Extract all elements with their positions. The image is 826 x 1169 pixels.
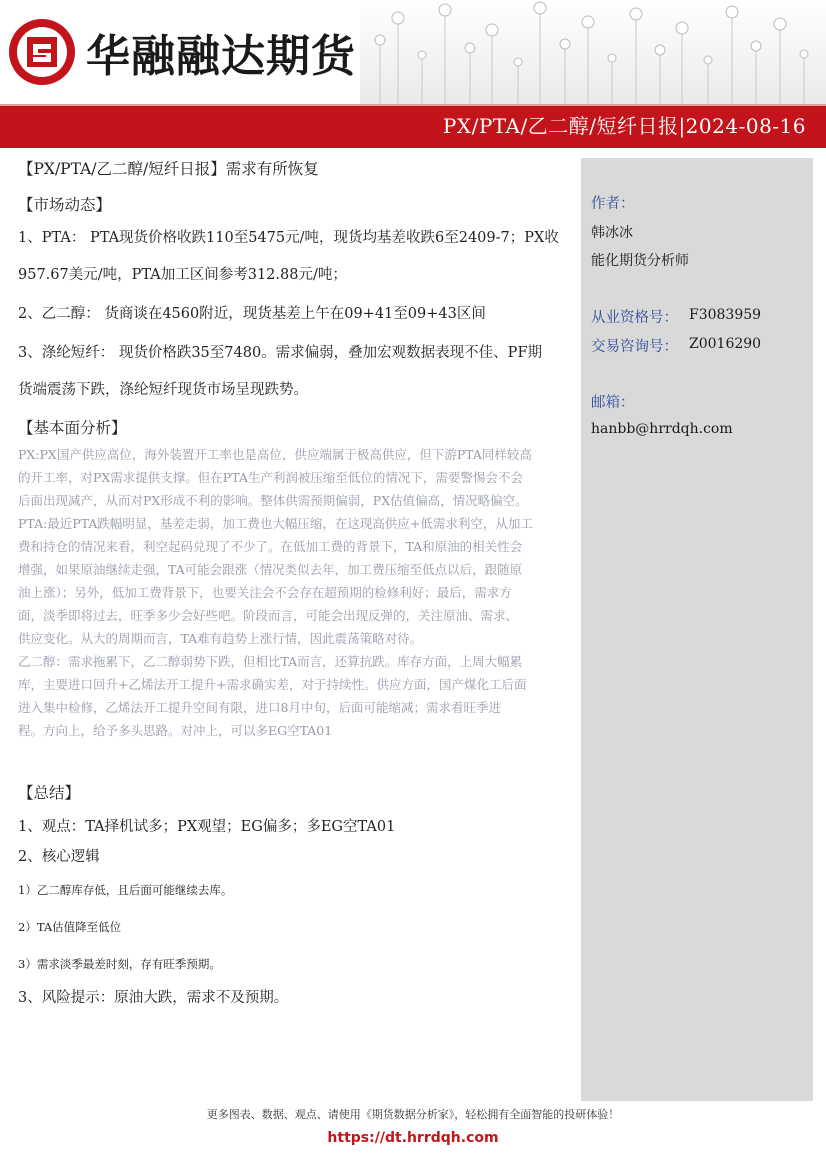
logic-item: 3）需求淡季最差时刻，存有旺季预期。 xyxy=(18,957,221,971)
fundamental-line: PTA:最近PTA跌幅明显，基差走弱，加工费也大幅压缩，在这现高供应+低需求利空，从加工 xyxy=(18,516,533,531)
logic-item: 1）乙二醇库存低，且后面可能继续去库。 xyxy=(18,883,233,897)
summary-risk: 3、风险提示：原油大跌，需求不及预期。 xyxy=(18,990,289,1006)
market-line: 3、涤纶短纤： 现货价格跌35至7480。需求偏弱，叠加宏观数据表现不佳、PF期 xyxy=(18,345,543,361)
market-line: 1、PTA： PTA现货价格收跌110至5475元/吨，现货均基差收跌6至2409-7；PX收 xyxy=(18,230,559,246)
logo-emblem-icon xyxy=(8,18,76,86)
market-line: 2、乙二醇： 货商谈在4560附近，现货基差上午在09+41至09+43区间 xyxy=(18,306,486,322)
fundamental-line: 程。方向上，给予多头思路。对冲上，可以多EG空TA01 xyxy=(18,723,333,738)
footer-promo: 更多图表、数据、观点、请使用《期货数据分析家》，轻松拥有全面智能的投研体验！ xyxy=(206,1108,620,1121)
banner-divider xyxy=(0,104,826,106)
consult-label: 交易咨询号： xyxy=(591,339,678,355)
logic-item: 2）TA估值降至低位 xyxy=(18,920,122,934)
fundamental-line: 增强，如果原油继续走强，TA可能会跟涨（情况类似去年，加工费压缩至低点以后，跟随原 xyxy=(18,562,523,577)
author-label: 作者： xyxy=(591,196,635,212)
fundamental-line: 的开工率，对PX需求提供支撑。但在PTA生产利润被压缩至低位的情况下，需要警惕会不会 xyxy=(18,470,523,485)
license-label: 从业资格号： xyxy=(591,310,678,326)
author-title: 能化期货分析师 xyxy=(591,253,689,269)
summary-logic-heading: 2、核心逻辑 xyxy=(18,849,100,865)
summary-block xyxy=(18,812,574,1013)
fundamental-line: 供应变化。从大的周期而言，TA难有趋势上涨行情，因此震荡策略对待。 xyxy=(18,631,423,646)
fundamental-line: 面，淡季即将过去，旺季多少会好些吧。阶段而言，可能会出现反弹的，关注原油、需求、 xyxy=(18,608,519,623)
summary-heading: 【总结】 xyxy=(18,784,81,802)
footer-link[interactable]: https://dt.hrrdqh.com xyxy=(327,1130,499,1146)
report-body xyxy=(18,158,574,1013)
market-line: 957.67美元/吨，PTA加工区间参考312.88元/吨； xyxy=(18,267,347,283)
fundamental-line: 进入集中检修，乙烯法开工提升空间有限，进口8月中旬，后面可能缩减；需求看旺季进 xyxy=(18,700,501,715)
fundamental-line: 库，主要进口回升+乙烯法开工提升+需求确实差，对于持续性。供应方面，国产煤化工后面 xyxy=(18,677,527,692)
report-header xyxy=(0,0,826,150)
author-name: 韩冰冰 xyxy=(591,225,633,241)
market-line: 货端震荡下跌，涤纶短纤现货市场呈现跌势。 xyxy=(18,382,308,398)
consult-value: Z0016290 xyxy=(689,336,762,352)
market-paragraph xyxy=(18,220,574,409)
fundamental-line: 费和持仓的情况来看，利空起码兑现了不少了。在低加工费的背景下，TA和原油的相关性会 xyxy=(18,539,523,554)
report-title: 【PX/PTA/乙二醇/短纤日报】需求有所恢复 xyxy=(18,160,319,178)
summary-view: 1、观点：TA择机试多；PX观望；EG偏多；多EG空TA01 xyxy=(18,819,396,835)
email-value: hanbb@hrrdqh.com xyxy=(591,421,733,437)
email-label: 邮箱： xyxy=(591,395,635,411)
fundamental-heading: 【基本面分析】 xyxy=(18,419,127,437)
header-decoration xyxy=(360,0,826,104)
company-logo xyxy=(8,18,356,86)
fundamental-line: 后面出现减产，从而对PX形成不利的影响。整体供需预期偏弱，PX估值偏高，情况略偏空。 xyxy=(18,493,528,508)
market-heading: 【市场动态】 xyxy=(18,196,112,214)
fundamental-line: PX:PX国产供应高位，海外装置开工率也是高位，供应端属于极高供应，但下游PTA同样较高 xyxy=(18,447,532,462)
title-banner xyxy=(0,104,826,148)
fundamental-line: 乙二醇：需求拖累下，乙二醇弱势下跌，但相比TA而言，还算抗跌。库存方面，上周大幅累 xyxy=(18,654,523,669)
fundamental-paragraph xyxy=(18,443,574,742)
fundamental-line: 油上涨）；另外，低加工费背景下，也要关注会不会存在超预期的检修利好；最后，需求方 xyxy=(18,585,512,600)
license-value: F3083959 xyxy=(689,307,762,323)
brand-name: 华融融达期货 xyxy=(86,31,356,82)
author-sidebar xyxy=(581,158,813,1101)
report-ticker: PX/PTA/乙二醇/短纤日报|2024-08-16 xyxy=(442,114,806,138)
